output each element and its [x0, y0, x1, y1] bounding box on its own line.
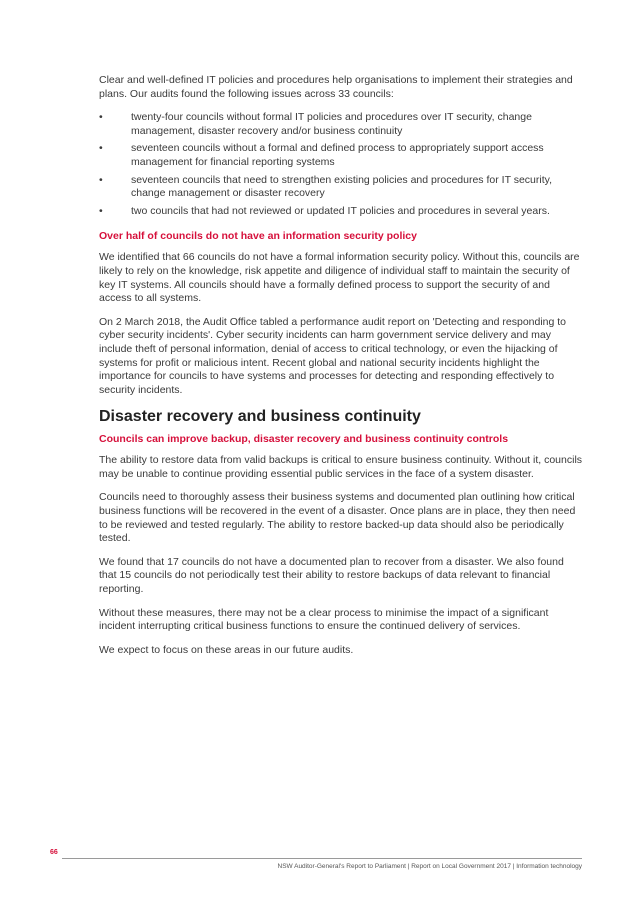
- footer-divider: [62, 858, 582, 859]
- page-body: [99, 74, 583, 667]
- list-item-text: seventeen councils that need to strengthen existing policies and procedures for IT security, change management or disaster recovery: [131, 173, 553, 200]
- list-item-text: twenty-four councils without formal IT policies and procedures over IT security, change management, disaster recovery and/or business continuity: [131, 111, 532, 137]
- disaster-section-title: Disaster recovery and business continuity: [99, 408, 421, 426]
- footer-text: NSW Auditor-General's Report to Parliament | Report on Local Government 2017 | Information technology: [277, 863, 582, 870]
- list-item: [99, 205, 583, 219]
- list-item-text: two councils that had not reviewed or updated IT policies and procedures in several years.: [131, 204, 550, 217]
- infosec-paragraph-2: On 2 March 2018, the Audit Office tabled a performance audit report on 'Detecting and responding to cyber security incidents'. Cyber security incidents can harm government service delivery and may include theft of personal information, denial of access to critical technology, or even the hijacking of systems for profit or malicious intent. Recent global and national security incidents highlight the importance for councils to have systems and processes for detecting and responding effectively to security incidents.: [99, 315, 567, 396]
- bullet-icon: •: [99, 111, 103, 124]
- list-item: [99, 142, 583, 169]
- issues-list: [99, 111, 583, 218]
- disaster-paragraph-4: Without these measures, there may not be a clear process to minimise the impact of a significant incident interrupting critical business functions to ensure the continued delivery of services.: [99, 606, 549, 633]
- intro-paragraph: Clear and well-defined IT policies and procedures help organisations to implement their strategies and plans. Our audits found the following issues across 33 councils:: [99, 74, 573, 100]
- disaster-paragraph-1: The ability to restore data from valid backups is critical to ensure business continuity. Without it, councils may be unable to continue providing essential public services in the face of a system disaster.: [99, 454, 583, 480]
- list-item: [99, 111, 583, 138]
- disaster-paragraph-3: We found that 17 councils do not have a documented plan to recover from a disaster. We also found that 15 councils do not periodically test their ability to restore backups of data relevant to financial reporting.: [99, 555, 564, 596]
- disaster-paragraph-2: Councils need to thoroughly assess their business systems and documented plan outlining how critical business functions will be recovered in the event of a disaster. Once plans are in place, they then need to be reviewed and tested regularly. The ability to restore backed-up data should also be periodically tested.: [99, 491, 576, 545]
- bullet-icon: •: [99, 204, 103, 217]
- page-number: 66: [50, 849, 58, 856]
- list-item: [99, 174, 583, 201]
- bullet-icon: •: [99, 173, 103, 186]
- disaster-paragraph-5: We expect to focus on these areas in our future audits.: [99, 643, 354, 656]
- infosec-paragraph-1: We identified that 66 councils do not have a formal information security policy. Without this, councils are likely to rely on the knowledge, risk appetite and diligence of individual staff to maintain the security of key IT systems. All councils should have a formally defined process to support the security of and access to all systems.: [99, 251, 580, 305]
- disaster-subheading: Councils can improve backup, disaster recovery and business continuity controls: [99, 433, 509, 446]
- list-item-text: seventeen councils without a formal and defined process to appropriately support access management for financial reporting systems: [131, 142, 544, 168]
- bullet-icon: •: [99, 142, 103, 155]
- infosec-subheading: Over half of councils do not have an information security policy: [99, 230, 417, 243]
